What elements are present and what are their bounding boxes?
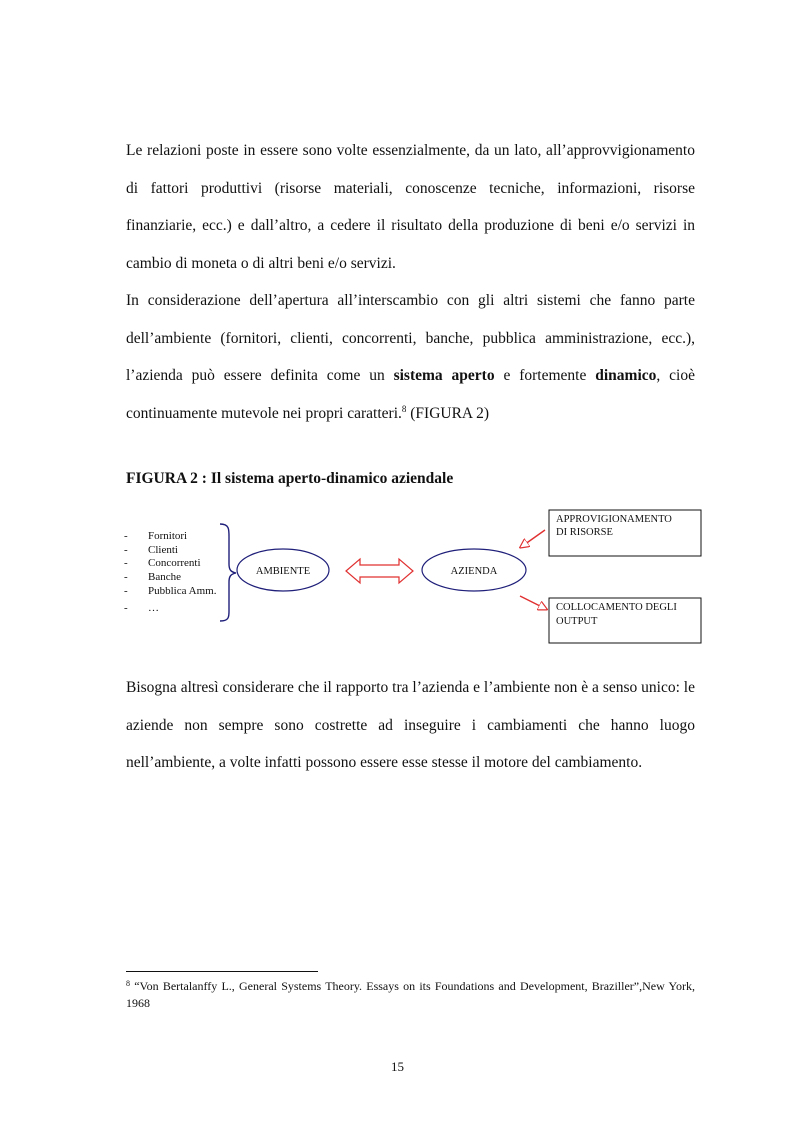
list-bullet: - (124, 530, 128, 542)
list-item-label: Concorrenti (148, 557, 201, 569)
footnote-number: 8 (126, 979, 130, 988)
footnote-reference[interactable]: 8 (401, 403, 407, 414)
list-bullet: - (124, 602, 128, 614)
footnote (126, 978, 695, 1012)
paragraph-2-text-b: e fortemente (494, 367, 596, 384)
double-arrow-icon (346, 559, 413, 583)
list-item-label: Fornitori (148, 530, 188, 542)
list-item (124, 544, 178, 556)
paragraph-2 (126, 282, 695, 432)
approvvigionamento-line-1: APPROVIGIONAMENTO (556, 514, 672, 525)
list-item-label: Banche (148, 571, 181, 583)
bold-sistema-aperto: sistema aperto (393, 367, 495, 384)
footnote-divider (126, 971, 318, 972)
list-item-label: Pubblica Amm. (148, 585, 217, 597)
paragraph-2-text-d: (FIGURA 2) (406, 404, 490, 422)
curly-brace (220, 524, 236, 621)
ambiente-node (237, 549, 329, 591)
environment-list (124, 530, 217, 614)
list-bullet: - (124, 571, 128, 583)
page-number: 15 (391, 1059, 404, 1074)
ambiente-label: AMBIENTE (255, 566, 311, 577)
approvvigionamento-box (549, 510, 701, 556)
collocamento-box (549, 598, 701, 643)
list-bullet: - (124, 585, 128, 597)
paragraph-2-text-a: In considerazione dell’apertura all’interscambio con gli altri sistemi che fanno parte dell’ambiente (fornitori, clienti, concorrenti, banche, pubblica amministrazione, ecc.), l’azienda può essere definita come un (126, 292, 695, 384)
input-arrow-icon (521, 530, 545, 547)
approvvigionamento-line-2: DI RISORSE (556, 527, 613, 538)
list-item (124, 530, 187, 542)
list-item (124, 585, 217, 597)
bold-dinamico: dinamico (595, 367, 657, 384)
paragraph-1: Le relazioni poste in essere sono volte essenzialmente, da un lato, all’approvvigionamento di fattori produttivi (risorse materiali, conoscenze tecniche, informazioni, risorse finanziarie, ecc.) e dall’altro, a cedere il risultato della produzione di beni e/o servizi in cambio di moneta o di altri beni e/o servizi. (126, 142, 695, 272)
list-item-label: … (148, 602, 159, 614)
list-bullet: - (124, 557, 128, 569)
list-item-label: Clienti (148, 544, 178, 556)
list-bullet: - (124, 544, 128, 556)
list-item (124, 571, 181, 583)
footnote-text: “Von Bertalanffy L., General Systems Theory. Essays on its Foundations and Development, Braziller”,New York, 1968 (126, 979, 695, 1010)
list-item (124, 557, 201, 569)
paragraph-3: Bisogna altresì considerare che il rapporto tra l’azienda e l’ambiente non è a senso unico: le aziende non sempre sono costrette ad inseguire i cambiamenti che hanno luogo nell’ambiente, a volte infatti possono essere esse stesse il motore del cambiamento. (126, 679, 695, 771)
collocamento-line-1: COLLOCAMENTO DEGLI (556, 602, 677, 613)
paragraph-2-text-c: , cioè continuamente mutevole nei propri caratteri. (126, 367, 695, 422)
collocamento-line-2: OUTPUT (556, 616, 598, 627)
system-diagram (0, 500, 795, 650)
azienda-label: AZIENDA (450, 566, 498, 577)
figure-title: FIGURA 2 : Il sistema aperto-dinamico aziendale (126, 470, 454, 487)
list-item (124, 602, 159, 614)
azienda-node (422, 549, 526, 591)
output-arrow-icon (520, 596, 546, 609)
